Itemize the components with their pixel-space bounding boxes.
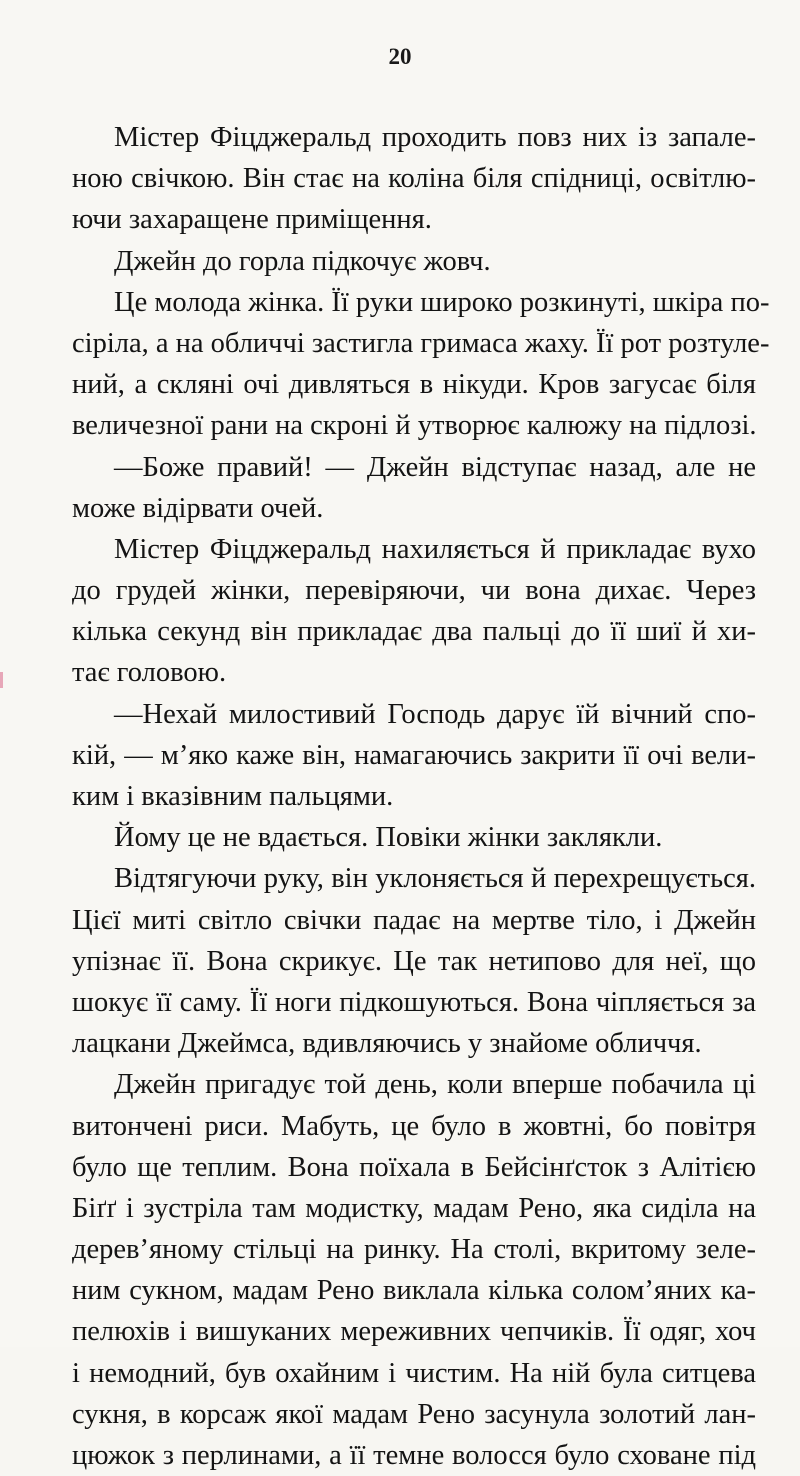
paragraph: [72, 241, 756, 282]
page-number: 20: [388, 44, 412, 69]
text-line: Містер Фіцджеральд проходить повз них із запале-: [114, 122, 756, 153]
text-line: ний, а скляні очі дивляться в нікуди. Кров загусає біля: [72, 369, 756, 401]
text-line: Йому це не вдається. Повіки жінки заклякли.: [114, 822, 663, 854]
text-line: Джейн пригадує той день, коли вперше побачила ці: [114, 1069, 756, 1101]
page-edge-mark: [0, 672, 3, 688]
text-line: лацкани Джеймса, вдивляючись у знайоме обличчя.: [72, 1028, 702, 1060]
text-line: кілька секунд він прикладає два пальці до її шиї й хи-: [72, 616, 756, 648]
paragraph: [72, 1064, 756, 1476]
text-line: —Нехай милостивий Господь дарує їй вічний спо-: [114, 698, 756, 730]
text-line: кій, — м’яко каже він, намагаючись закрити її очі вели-: [72, 739, 756, 771]
text-line: до грудей жінки, перевіряючи, чи вона дихає. Через: [72, 575, 756, 607]
text-line: упізнає її. Вона скрикує. Це так нетипово для неї, що: [72, 945, 756, 977]
text-line: ною свічкою. Він стає на коліна біля спідниці, освітлю-: [72, 163, 756, 195]
text-line: —Боже правий! — Джейн відступає назад, але не: [114, 451, 756, 483]
text-line: тає головою.: [72, 657, 227, 689]
body-text: [72, 117, 770, 1476]
text-line: Цієї миті світло свічки падає на мертве тіло, і Джейн: [72, 904, 756, 936]
paragraph: [72, 117, 756, 241]
text-line: ючи захаращене приміщення.: [72, 204, 432, 236]
paragraph: [72, 282, 770, 447]
text-line: Відтягуючи руку, він уклоняється й перехрещується.: [114, 863, 756, 895]
text-line: витончені риси. Мабуть, це було в жовтні, бо повітря: [72, 1110, 756, 1142]
text-line: Біґґ і зустріла там модистку, мадам Рено, яка сиділа на: [72, 1192, 756, 1224]
paragraph: [72, 529, 756, 694]
text-line: ким і вказівним пальцями.: [72, 781, 394, 812]
text-line: може відірвати очей.: [72, 492, 324, 524]
text-line: пелюхів і вишуканих мереживних чепчиків. Її одяг, хоч: [72, 1316, 756, 1348]
text-line: дерев’яному стільці на ринку. На столі, вкритому зеле-: [72, 1234, 756, 1266]
paragraph: [72, 817, 756, 858]
text-line: Це молода жінка. Її руки широко розкинуті, шкіра по-: [114, 286, 770, 318]
paragraph: [72, 447, 756, 529]
text-line: Містер Фіцджеральд нахиляється й прикладає вухо: [114, 533, 756, 565]
paragraph: [72, 694, 756, 818]
text-line: шокує її саму. Її ноги підкошуються. Вона чіпляється за: [72, 986, 756, 1018]
text-line: ним сукном, мадам Рено виклала кілька солом’яних ка-: [72, 1275, 756, 1307]
text-line: і немодний, був охайним і чистим. На ній була ситцева: [72, 1357, 756, 1389]
text-line: сукня, в корсаж якої мадам Рено засунула золотий лан-: [72, 1398, 756, 1430]
text-line: величезної рани на скроні й утворює калюжу на підлозі.: [72, 410, 757, 442]
text-line: сіріла, а на обличчі застигла гримаса жаху. Її рот розтуле-: [72, 327, 770, 359]
text-line: Джейн до горла підкочує жовч.: [114, 245, 491, 277]
text-line: було ще теплим. Вона поїхала в Бейсінґсток з Алітією: [72, 1151, 756, 1183]
paragraph: [72, 858, 756, 1064]
text-line: цюжок з перлинами, а її темне волосся було сховане під: [72, 1440, 756, 1471]
